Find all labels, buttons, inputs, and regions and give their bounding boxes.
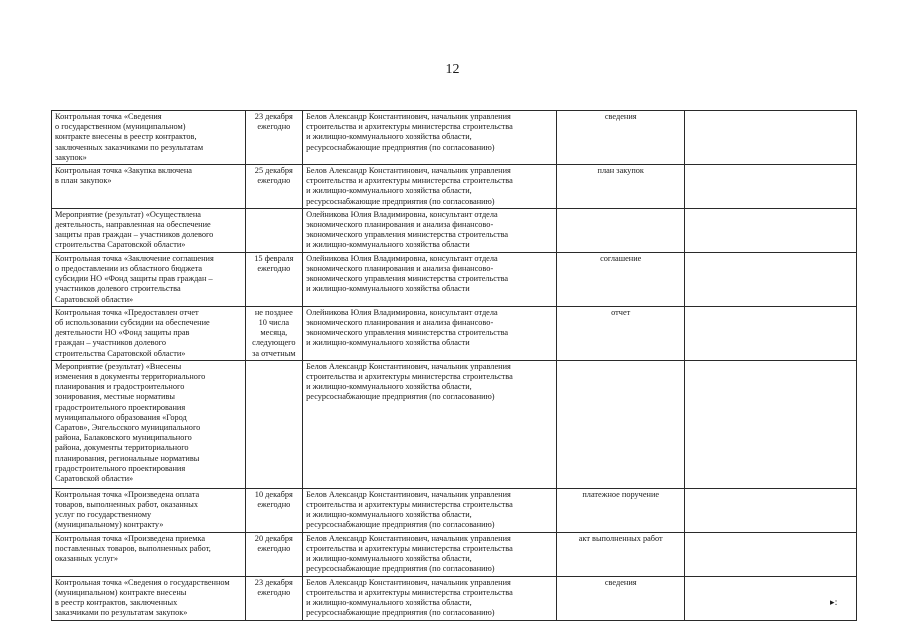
note-cell [685, 165, 857, 209]
activity-cell: Мероприятие (результат) «Внесены изменения в документы территориального планирования и градостроительного зонирования, местные нормативы градостроительного проектирования муниципального образования «Город Саратов», Энгельсского муниципального района, Балаковского муниципального района, документы территориального планирования, региональные нормативы градостроительного проектирования Саратовской области» [52, 360, 246, 488]
document-cell: отчет [557, 306, 685, 360]
note-cell [685, 252, 857, 306]
activity-cell: Контрольная точка «Закупка включена в план закупок» [52, 165, 246, 209]
document-cell: план закупок [557, 165, 685, 209]
scan-mark: ▸: [830, 598, 838, 608]
note-cell [685, 532, 857, 576]
deadline-cell: 23 декабря ежегодно [245, 111, 303, 165]
table-row [52, 306, 857, 360]
document-cell: соглашение [557, 252, 685, 306]
note-cell [685, 306, 857, 360]
responsible-cell: Олейникова Юлия Владимировна, консультант отдела экономического планирования и анализа финансово- экономического управления министерства строительства и жилищно-коммунального хозяйства области [303, 306, 557, 360]
table-row [52, 165, 857, 209]
note-cell [685, 360, 857, 488]
table-row [52, 488, 857, 532]
table-row [52, 252, 857, 306]
activity-cell: Контрольная точка «Заключение соглашения о предоставлении из областного бюджета субсидии НО «Фонд защиты прав граждан – участников долевого строительства Саратовской области» [52, 252, 246, 306]
table-row [52, 360, 857, 488]
document-cell [557, 208, 685, 252]
deadline-cell: 20 декабря ежегодно [245, 532, 303, 576]
table-row [52, 532, 857, 576]
deadline-cell [245, 360, 303, 488]
responsible-cell: Олейникова Юлия Владимировна, консультант отдела экономического планирования и анализа финансово- экономического управления министерства строительства и жилищно-коммунального хозяйства области [303, 252, 557, 306]
activity-cell: Контрольная точка «Сведения о государственном (муниципальном) контракте внесены в реестр контрактов, заключенных заказчиками по результатам закупок» [52, 111, 246, 165]
responsible-cell: Белов Александр Константинович, начальник управления строительства и архитектуры министерства строительства и жилищно-коммунального хозяйства области, ресурсоснабжающие предприятия (по согласованию) [303, 111, 557, 165]
responsible-cell: Белов Александр Константинович, начальник управления строительства и архитектуры министерства строительства и жилищно-коммунального хозяйства области, ресурсоснабжающие предприятия (по согласованию) [303, 488, 557, 532]
plan-table [51, 110, 857, 621]
document-cell: платежное поручение [557, 488, 685, 532]
table-row [52, 576, 857, 620]
deadline-cell: 15 февраля ежегодно [245, 252, 303, 306]
document-cell: акт выполненных работ [557, 532, 685, 576]
activity-cell: Контрольная точка «Произведена приемка поставленных товаров, выполненных работ, оказанных услуг» [52, 532, 246, 576]
note-cell [685, 488, 857, 532]
note-cell [685, 111, 857, 165]
activity-cell: Контрольная точка «Произведена оплата товаров, выполненных работ, оказанных услуг по государственному (муниципальному) контракту» [52, 488, 246, 532]
activity-cell: Контрольная точка «Сведения о государственном (муниципальном) контракте внесены в реестр контрактов, заключенных заказчиками по результатам закупок» [52, 576, 246, 620]
document-cell [557, 360, 685, 488]
note-cell [685, 208, 857, 252]
table-row [52, 208, 857, 252]
deadline-cell: 23 декабря ежегодно [245, 576, 303, 620]
table-row [52, 111, 857, 165]
page-number: 12 [445, 62, 460, 77]
deadline-cell: 25 декабря ежегодно [245, 165, 303, 209]
document-cell: сведения [557, 576, 685, 620]
responsible-cell: Белов Александр Константинович, начальник управления строительства и архитектуры министерства строительства и жилищно-коммунального хозяйства области, ресурсоснабжающие предприятия (по согласованию) [303, 360, 557, 488]
responsible-cell: Олейникова Юлия Владимировна, консультант отдела экономического планирования и анализа финансово- экономического управления министерства строительства и жилищно-коммунального хозяйства области [303, 208, 557, 252]
activity-cell: Контрольная точка «Предоставлен отчет об использовании субсидии на обеспечение деятельности НО «Фонд защиты прав граждан – участников долевого строительства Саратовской области» [52, 306, 246, 360]
responsible-cell: Белов Александр Константинович, начальник управления строительства и архитектуры министерства строительства и жилищно-коммунального хозяйства области, ресурсоснабжающие предприятия (по согласованию) [303, 576, 557, 620]
activity-cell: Мероприятие (результат) «Осуществлена деятельность, направленная на обеспечение защиты прав граждан – участников долевого строительства Саратовской области» [52, 208, 246, 252]
document-cell: сведения [557, 111, 685, 165]
responsible-cell: Белов Александр Константинович, начальник управления строительства и архитектуры министерства строительства и жилищно-коммунального хозяйства области, ресурсоснабжающие предприятия (по согласованию) [303, 165, 557, 209]
deadline-cell: 10 декабря ежегодно [245, 488, 303, 532]
deadline-cell: не позднее 10 числа месяца, следующего за отчетным [245, 306, 303, 360]
responsible-cell: Белов Александр Константинович, начальник управления строительства и архитектуры министерства строительства и жилищно-коммунального хозяйства области, ресурсоснабжающие предприятия (по согласованию) [303, 532, 557, 576]
table-body [52, 111, 857, 621]
deadline-cell [245, 208, 303, 252]
